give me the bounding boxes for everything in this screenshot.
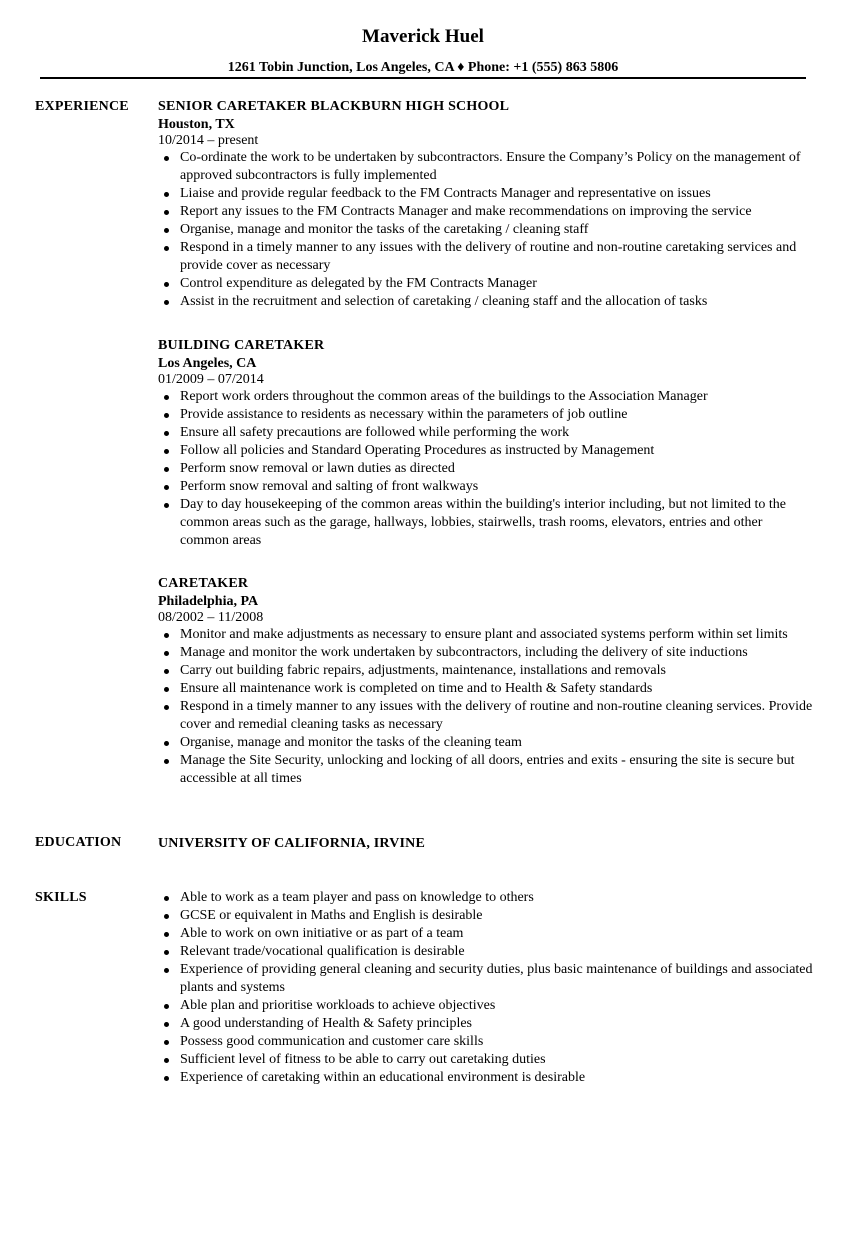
list-item-text: Monitor and make adjustments as necessary to ensure plant and associated systems perform within set limits	[180, 627, 788, 642]
list-item-text: Control expenditure as delegated by the FM Contracts Manager	[180, 276, 537, 291]
list-item-text: Able to work as a team player and pass on knowledge to others	[180, 890, 534, 905]
bullet-icon	[164, 210, 169, 215]
experience-section-label: EXPERIENCE	[35, 99, 129, 114]
list-item-text: Perform snow removal and salting of front walkways	[180, 479, 479, 494]
list-item-text: Organise, manage and monitor the tasks of the caretaking / cleaning staff	[180, 222, 589, 237]
job-title: CARETAKER	[158, 576, 249, 591]
list-item	[158, 442, 813, 460]
bullet-icon	[164, 932, 169, 937]
list-item	[158, 734, 813, 752]
skills-section-label: SKILLS	[35, 890, 87, 905]
job-duties-list	[158, 388, 813, 550]
list-item-text: Able to work on own initiative or as part of a team	[180, 926, 464, 941]
bullet-icon	[164, 669, 169, 674]
job-duties-list	[158, 626, 813, 788]
list-item	[158, 1033, 813, 1051]
job-dates: 01/2009 – 07/2014	[158, 372, 264, 387]
list-item-text: Co-ordinate the work to be undertaken by subcontractors. Ensure the Company’s Policy on the management of approved subcontractors is fully implemented	[180, 150, 801, 183]
bullet-icon	[164, 968, 169, 973]
list-item	[158, 1051, 813, 1069]
list-item-text: Report any issues to the FM Contracts Manager and make recommendations on improving the service	[180, 204, 752, 219]
bullet-icon	[164, 651, 169, 656]
bullet-icon	[164, 1040, 169, 1045]
bullet-icon	[164, 395, 169, 400]
bullet-icon	[164, 228, 169, 233]
list-item-text: Ensure all maintenance work is completed on time and to Health & Safety standards	[180, 681, 653, 696]
bullet-icon	[164, 300, 169, 305]
list-item-text: Possess good communication and customer care skills	[180, 1034, 484, 1049]
list-item	[158, 961, 813, 997]
skills-list	[158, 889, 813, 1087]
list-item	[158, 460, 813, 478]
list-item	[158, 698, 813, 734]
list-item	[158, 644, 813, 662]
list-item	[158, 424, 813, 442]
bullet-icon	[164, 192, 169, 197]
list-item	[158, 239, 813, 275]
list-item-text: Organise, manage and monitor the tasks of the cleaning team	[180, 735, 522, 750]
list-item-text: GCSE or equivalent in Maths and English is desirable	[180, 908, 483, 923]
list-item-text: Sufficient level of fitness to be able to carry out caretaking duties	[180, 1052, 546, 1067]
job-location: Philadelphia, PA	[158, 594, 259, 609]
skills-entry	[158, 889, 813, 1087]
list-item-text: Day to day housekeeping of the common areas within the building's interior including, but not limited to the common areas such as the garage, hallways, lobbies, stairwells, trash rooms, elevators, entries and other common areas	[180, 497, 786, 548]
candidate-name: Maverick Huel	[362, 26, 484, 47]
education-section-label: EDUCATION	[35, 835, 122, 850]
list-item	[158, 185, 813, 203]
bullet-icon	[164, 431, 169, 436]
job-entry	[158, 98, 813, 311]
contact-line: 1261 Tobin Junction, Los Angeles, CA ♦ Phone: +1 (555) 863 5806	[227, 60, 619, 75]
list-item	[158, 662, 813, 680]
list-item	[158, 478, 813, 496]
list-item-text: Respond in a timely manner to any issues with the delivery of routine and non-routine cleaning services. Provide cover and remedial cleaning tasks as necessary	[180, 699, 813, 732]
list-item-text: Report work orders throughout the common areas of the buildings to the Association Manager	[180, 389, 708, 404]
list-item-text: Liaise and provide regular feedback to the FM Contracts Manager and representative on issues	[180, 186, 711, 201]
header-divider	[40, 77, 806, 79]
bullet-icon	[164, 705, 169, 710]
list-item-text: Ensure all safety precautions are followed while performing the work	[180, 425, 570, 440]
list-item-text: Carry out building fabric repairs, adjustments, maintenance, installations and removals	[180, 663, 666, 678]
job-location: Houston, TX	[158, 117, 235, 132]
list-item	[158, 943, 813, 961]
list-item-text: Experience of caretaking within an educational environment is desirable	[180, 1070, 586, 1085]
list-item	[158, 496, 813, 550]
job-duties-list	[158, 149, 813, 311]
education-school: UNIVERSITY OF CALIFORNIA, IRVINE	[158, 836, 426, 851]
bullet-icon	[164, 503, 169, 508]
bullet-icon	[164, 413, 169, 418]
bullet-icon	[164, 741, 169, 746]
list-item	[158, 1069, 813, 1087]
list-item	[158, 752, 813, 788]
list-item-text: Experience of providing general cleaning and security duties, plus basic maintenance of buildings and associated plants and systems	[180, 962, 813, 995]
list-item	[158, 275, 813, 293]
list-item	[158, 626, 813, 644]
list-item	[158, 149, 813, 185]
bullet-icon	[164, 950, 169, 955]
list-item	[158, 889, 813, 907]
bullet-icon	[164, 467, 169, 472]
list-item	[158, 203, 813, 221]
bullet-icon	[164, 896, 169, 901]
list-item-text: A good understanding of Health & Safety principles	[180, 1016, 472, 1031]
job-entry	[158, 337, 813, 550]
bullet-icon	[164, 1004, 169, 1009]
list-item	[158, 406, 813, 424]
list-item	[158, 293, 813, 311]
list-item-text: Follow all policies and Standard Operating Procedures as instructed by Management	[180, 443, 655, 458]
bullet-icon	[164, 156, 169, 161]
bullet-icon	[164, 633, 169, 638]
bullet-icon	[164, 1076, 169, 1081]
bullet-icon	[164, 914, 169, 919]
list-item	[158, 1015, 813, 1033]
job-title: SENIOR CARETAKER BLACKBURN HIGH SCHOOL	[158, 99, 510, 114]
list-item-text: Able plan and prioritise workloads to achieve objectives	[180, 998, 496, 1013]
job-entry	[158, 575, 813, 788]
job-location: Los Angeles, CA	[158, 356, 257, 371]
job-dates: 10/2014 – present	[158, 133, 259, 148]
bullet-icon	[164, 246, 169, 251]
list-item-text: Manage and monitor the work undertaken by subcontractors, including the delivery of site inductions	[180, 645, 748, 660]
bullet-icon	[164, 1058, 169, 1063]
list-item	[158, 907, 813, 925]
list-item-text: Relevant trade/vocational qualification is desirable	[180, 944, 465, 959]
job-dates: 08/2002 – 11/2008	[158, 610, 264, 625]
list-item-text: Perform snow removal or lawn duties as directed	[180, 461, 455, 476]
list-item-text: Respond in a timely manner to any issues with the delivery of routine and non-routine caretaking services and provide cover as necessary	[180, 240, 797, 273]
list-item-text: Assist in the recruitment and selection of caretaking / cleaning staff and the allocation of tasks	[180, 294, 708, 309]
list-item	[158, 680, 813, 698]
list-item	[158, 221, 813, 239]
list-item	[158, 925, 813, 943]
bullet-icon	[164, 282, 169, 287]
bullet-icon	[164, 687, 169, 692]
bullet-icon	[164, 449, 169, 454]
bullet-icon	[164, 1022, 169, 1027]
bullet-icon	[164, 485, 169, 490]
job-title: BUILDING CARETAKER	[158, 338, 325, 353]
list-item-text: Manage the Site Security, unlocking and locking of all doors, entries and exits - ensuring the site is secure but accessible at all times	[180, 753, 795, 786]
list-item-text: Provide assistance to residents as necessary within the parameters of job outline	[180, 407, 628, 422]
list-item	[158, 388, 813, 406]
bullet-icon	[164, 759, 169, 764]
education-entry	[158, 835, 813, 853]
list-item	[158, 997, 813, 1015]
